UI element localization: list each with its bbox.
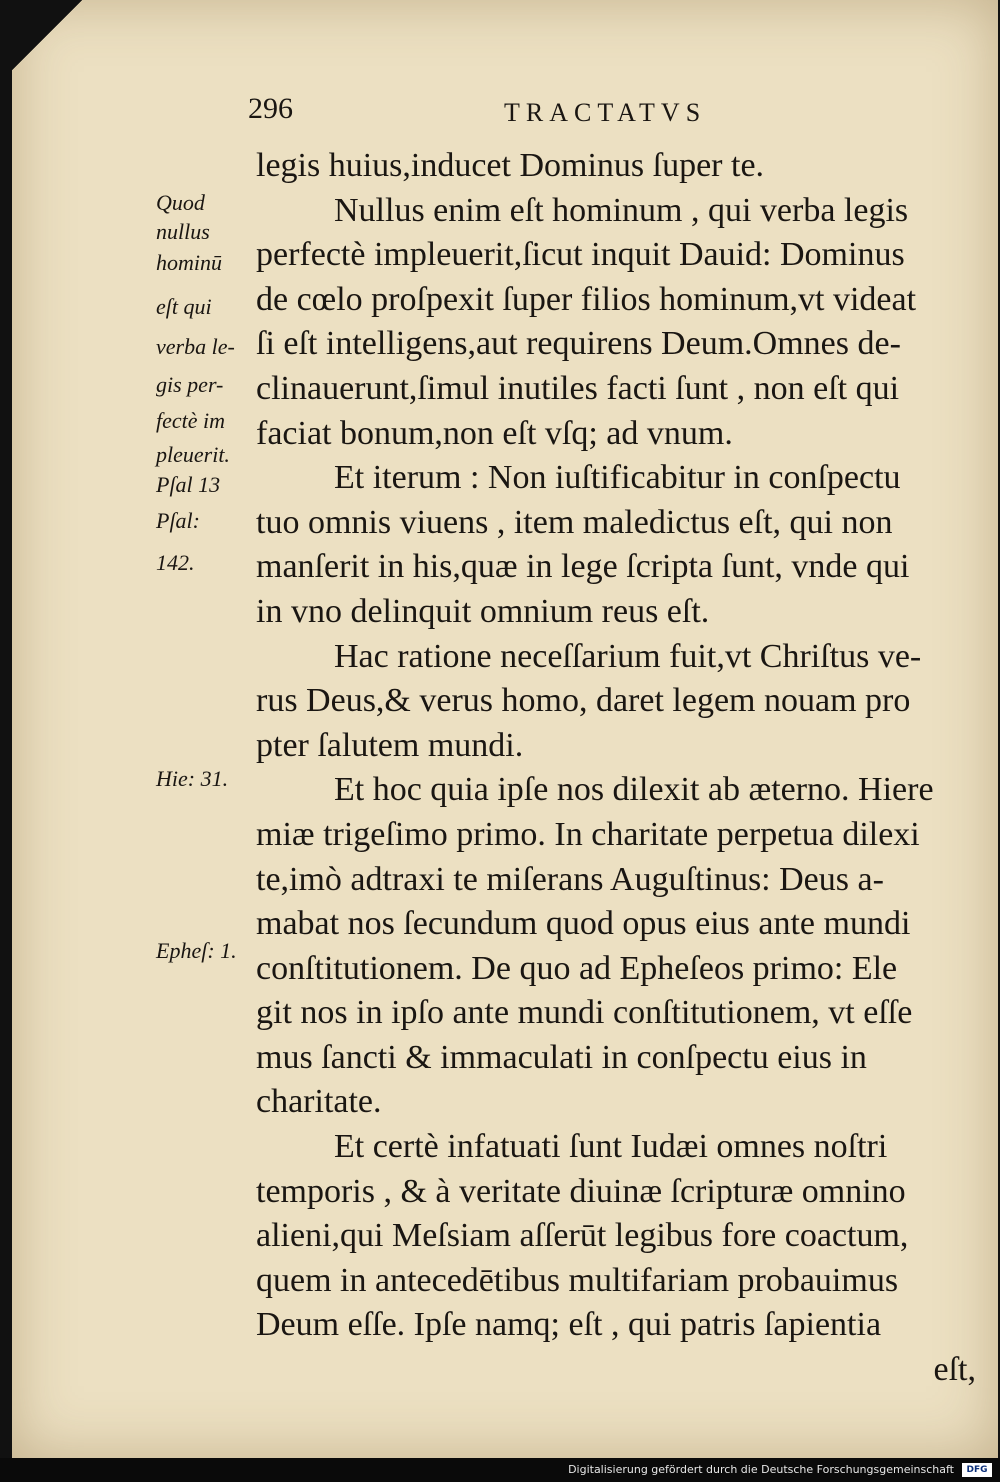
margin-note: hominū <box>156 250 222 275</box>
text-line: tuo omnis viuens , item maledictus eſt, qui non <box>256 503 893 541</box>
text-line: quem in antecedētibus multifariam probauimus <box>256 1261 899 1299</box>
text-line: de cœlo proſpexit ſuper filios hominum,vt videat <box>256 280 917 318</box>
text-line: te,imò adtraxi te miſerans Auguſtinus: Deus a- <box>256 860 884 898</box>
margin-note: 142. <box>156 550 195 575</box>
text-line: Et iterum : Non iuſtificabitur in conſpectu <box>334 459 901 497</box>
text-line: temporis , & à veritate diuinæ ſcripturæ omnino <box>256 1172 906 1210</box>
text-line: pter ſalutem mundi. <box>256 726 524 764</box>
text-line: mabat nos ſecundum quod opus eius ante mundi <box>256 905 911 943</box>
footer-bar <box>0 1458 1000 1482</box>
text-line: Et hoc quia ipſe nos dilexit ab æterno. Hiere <box>334 771 934 809</box>
page-number: 296 <box>248 92 293 125</box>
text-line: manſerit in his,quæ in lege ſcripta ſunt, vnde qui <box>256 548 910 586</box>
margin-note: eſt qui <box>156 294 212 319</box>
text-line: rus Deus,& verus homo, daret legem nouam pro <box>256 682 911 720</box>
margin-note: pleuerit. <box>156 442 230 467</box>
text-line: faciat bonum,non eſt vſq; ad vnum. <box>256 414 733 452</box>
text-line: Deum eſſe. Ipſe namq; eſt , qui patris ſapientia <box>256 1306 882 1344</box>
margin-note: Pſal: <box>156 508 200 533</box>
text-line: perfectè impleuerit,ſicut inquit Dauid: Dominus <box>256 236 905 274</box>
text-line: eſt, <box>933 1351 976 1389</box>
text-line: charitate. <box>256 1083 382 1121</box>
margin-note: fectè im <box>156 408 226 433</box>
text-line: git nos in ipſo ante mundi conſtitutionem, vt eſſe <box>256 994 913 1032</box>
dfg-logo: DFG <box>962 1463 992 1477</box>
margin-note: gis per- <box>156 372 224 397</box>
folded-corner <box>12 0 82 70</box>
body-text <box>256 144 976 1393</box>
text-line: Hac ratione neceſſarium fuit,vt Chriſtus ve- <box>334 637 922 675</box>
text-line: conſtitutionem. De quo ad Epheſeos primo: Ele <box>256 949 898 987</box>
running-title: TRACTATVS <box>504 98 707 127</box>
text-line: mus ſancti & immaculati in conſpectu eius in <box>256 1038 867 1076</box>
margin-note: Pſal 13 <box>156 472 221 497</box>
margin-note: Quod <box>156 190 205 215</box>
text-line: miæ trigeſimo primo. In charitate perpetua dilexi <box>256 815 920 853</box>
text-line: Et certè infatuati ſunt Iudæi omnes noſtri <box>334 1128 888 1166</box>
scanned-book-page <box>12 0 998 1458</box>
footer-credit: Digitalisierung gefördert durch die Deutsche Forschungsgemeinschaft <box>568 1463 954 1476</box>
text-line: alieni,qui Meſsiam aſſerūt legibus fore coactum, <box>256 1217 909 1255</box>
text-line: ſi eſt intelligens,aut requirens Deum.Omnes de- <box>256 325 901 363</box>
margin-note: verba le- <box>156 334 235 359</box>
text-line: Nullus enim eſt hominum , qui verba legis <box>334 191 909 229</box>
text-line: clinauerunt,ſimul inutiles facti ſunt , non eſt qui <box>256 369 900 407</box>
page-header <box>12 92 998 142</box>
margin-note: Epheſ: 1. <box>156 938 237 963</box>
margin-note: nullus <box>156 219 210 244</box>
text-line: legis huius,inducet Dominus ſuper te. <box>256 147 765 184</box>
margin-note: Hie: 31. <box>156 766 229 791</box>
text-line: in vno delinquit omnium reus eſt. <box>256 592 710 630</box>
